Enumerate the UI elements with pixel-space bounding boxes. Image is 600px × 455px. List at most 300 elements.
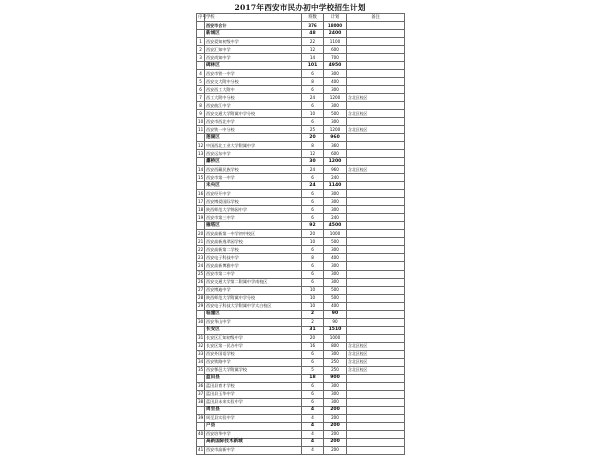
row-plan: 1140 [324,182,347,190]
row-plan: 700 [324,54,347,62]
row-classes: 101 [302,62,324,70]
table-row [197,118,405,126]
row-plan: 90 [324,318,347,326]
row-index: 22 [197,246,205,254]
row-note [347,30,405,38]
row-index: 20 [197,230,205,238]
row-plan: 300 [324,102,347,110]
row-school: 西安交通大学附属中学分校 [205,110,302,118]
row-index [197,182,205,190]
row-school: 长安区第一民办中学 [205,342,302,350]
row-classes: 10 [302,286,324,294]
table-row [197,246,405,254]
district-subtotal-row [197,62,405,70]
row-classes: 4 [302,422,324,430]
row-school: 临潼区 [205,310,302,318]
row-classes: 8 [302,254,324,262]
row-note [347,222,405,230]
row-school: 西安市第三中学 [205,214,302,222]
row-school: 蓝田县育才学校 [205,382,302,390]
row-note [347,446,405,454]
row-index: 24 [197,262,205,270]
row-plan: 300 [324,246,347,254]
table-row [197,262,405,270]
table-row [197,94,405,102]
row-classes: 24 [302,166,324,174]
row-school: 西安西藏民族学校 [205,166,302,174]
row-plan: 500 [324,110,347,118]
row-plan: 1510 [324,326,347,334]
row-school: 周至县 [205,406,302,414]
row-classes: 20 [302,334,324,342]
row-plan: 1100 [324,38,347,46]
row-note [347,318,405,326]
table-row [197,46,405,54]
row-index: 1 [197,38,205,46]
row-plan: 18000 [324,22,347,30]
table-row [197,142,405,150]
row-classes: 24 [302,182,324,190]
row-school: 西安高新逸翠园学校 [205,238,302,246]
district-subtotal-row [197,30,405,38]
row-classes: 20 [302,230,324,238]
row-classes: 6 [302,198,324,206]
row-school: 西安尚知中学 [205,54,302,62]
header-classes: 班数 [302,14,324,22]
table-row [197,190,405,198]
header-school: 学校 [205,14,302,22]
row-classes: 6 [302,390,324,398]
row-note [347,382,405,390]
row-plan: 360 [324,142,347,150]
row-note [347,246,405,254]
row-index: 41 [197,446,205,454]
row-note [347,310,405,318]
row-classes: 6 [302,118,324,126]
row-plan: 300 [324,390,347,398]
table-row [197,358,405,366]
row-index: 10 [197,118,205,126]
row-index: 23 [197,254,205,262]
row-classes: 6 [302,214,324,222]
row-note [347,278,405,286]
row-index: 12 [197,142,205,150]
row-plan: 900 [324,374,347,382]
row-note [347,142,405,150]
row-note: 含北区校区 [347,126,405,134]
row-school: 西安交大附中分校 [205,78,302,86]
district-subtotal-row [197,422,405,430]
row-school: 西安高新博雅中学 [205,262,302,270]
row-index: 30 [197,318,205,326]
row-note [347,422,405,430]
row-classes: 4 [302,438,324,446]
row-school: 西安交通大学第二附属中学南校区 [205,278,302,286]
row-index [197,30,205,38]
row-index: 25 [197,270,205,278]
row-note [347,254,405,262]
row-plan: 240 [324,174,347,182]
row-classes: 8 [302,142,324,150]
table-row [197,382,405,390]
table-row [197,238,405,246]
row-plan: 960 [324,166,347,174]
row-classes: 10 [302,302,324,310]
row-classes: 48 [302,30,324,38]
row-classes: 6 [302,70,324,78]
row-index: 33 [197,350,205,358]
row-classes: 31 [302,326,324,334]
table-row [197,278,405,286]
table-row [197,174,405,182]
row-plan: 300 [324,350,347,358]
row-index [197,406,205,414]
table-row [197,350,405,358]
row-plan: 200 [324,406,347,414]
row-index [197,326,205,334]
table-row [197,166,405,174]
row-plan: 250 [324,366,347,374]
row-plan: 300 [324,278,347,286]
row-school: 西安电子科技大学附属中学太白校区 [205,302,302,310]
row-school: 新城区 [205,30,302,38]
row-plan: 1000 [324,230,347,238]
row-note [347,230,405,238]
row-note [347,406,405,414]
row-plan: 300 [324,398,347,406]
row-note: 含北区校区 [347,366,405,374]
row-index: 6 [197,86,205,94]
table-row [197,86,405,94]
row-classes: 16 [302,342,324,350]
row-note [347,238,405,246]
row-plan: 600 [324,150,347,158]
row-plan: 1200 [324,158,347,166]
row-plan: 600 [324,46,347,54]
row-school: 未央区 [205,182,302,190]
row-school: 西安曲江中学 [205,102,302,110]
row-plan: 400 [324,78,347,86]
row-classes: 22 [302,38,324,46]
row-classes: 6 [302,382,324,390]
row-plan: 200 [324,446,347,454]
table-row [197,318,405,326]
row-note [347,86,405,94]
row-note [347,182,405,190]
row-school: 西安高新第二学校 [205,246,302,254]
table-row [197,302,405,310]
row-school: 西安经开中学 [205,190,302,198]
row-school: 高新国际技术新城 [205,438,302,446]
row-school: 中国西北工业大学附属中学 [205,142,302,150]
row-index: 9 [197,110,205,118]
district-subtotal-row [197,134,405,142]
row-plan: 200 [324,422,347,430]
row-school: 莲湖区 [205,134,302,142]
row-classes: 20 [302,134,324,142]
table-row [197,270,405,278]
row-index: 8 [197,102,205,110]
row-school: 西安西工大附中 [205,86,302,94]
row-school: 西安博爱国际学校 [205,198,302,206]
row-school: 灞桥区 [205,158,302,166]
row-school: 陕西师范大学锦园中学 [205,206,302,214]
row-index [197,422,205,430]
row-plan: 800 [324,342,347,350]
row-school: 西安市铁一中学 [205,70,302,78]
district-subtotal-row [197,326,405,334]
enrollment-plan-table [196,13,405,455]
row-index: 29 [197,302,205,310]
header-plan: 计划 [324,14,347,22]
row-classes: 6 [302,358,324,366]
district-subtotal-row [197,222,405,230]
row-note [347,174,405,182]
row-school: 西工大附中分校 [205,94,302,102]
row-school: 长安区汇知初级中学 [205,334,302,342]
row-note [347,190,405,198]
row-school: 西安市合计 [205,22,302,30]
row-school: 雁塔区 [205,222,302,230]
row-school: 蓝田县玉华中学 [205,390,302,398]
table-row [197,126,405,134]
row-classes: 6 [302,174,324,182]
table-row [197,286,405,294]
table-row [197,70,405,78]
district-subtotal-row [197,158,405,166]
row-index [197,22,205,30]
table-row [197,366,405,374]
row-index: 27 [197,286,205,294]
row-classes: 30 [302,158,324,166]
row-classes: 6 [302,190,324,198]
row-note [347,134,405,142]
row-note [347,22,405,30]
row-note [347,206,405,214]
table-row [197,446,405,454]
row-classes: 18 [302,374,324,382]
row-note [347,414,405,422]
table-row [197,342,405,350]
row-school: 西安远东中学 [205,150,302,158]
row-classes: 6 [302,398,324,406]
row-note [347,270,405,278]
row-note: 含北区校区 [347,350,405,358]
row-note [347,286,405,294]
row-note: 含北区校区 [347,166,405,174]
row-school: 西安华山中学 [205,318,302,326]
row-classes: 4 [302,414,324,422]
row-plan: 300 [324,382,347,390]
row-index: 16 [197,190,205,198]
row-note [347,118,405,126]
row-classes: 25 [302,126,324,134]
row-classes: 10 [302,238,324,246]
row-index [197,438,205,446]
row-classes: 24 [302,94,324,102]
row-school: 碑林区 [205,62,302,70]
row-index: 40 [197,430,205,438]
row-school: 西安爱知初级中学 [205,38,302,46]
row-note: 含北区校区 [347,110,405,118]
row-index: 3 [197,54,205,62]
row-index: 32 [197,342,205,350]
table-row [197,110,405,118]
row-note [347,158,405,166]
row-note [347,398,405,406]
row-index: 4 [197,70,205,78]
row-plan: 200 [324,430,347,438]
row-note [347,46,405,54]
row-classes: 10 [302,294,324,302]
document-title: 2017年西安市民办初中学校招生计划 [234,3,366,12]
row-school: 户县 [205,422,302,430]
row-note [347,54,405,62]
row-index [197,134,205,142]
row-classes: 6 [302,86,324,94]
table-row [197,198,405,206]
row-plan: 240 [324,214,347,222]
row-plan: 300 [324,198,347,206]
row-classes: 6 [302,278,324,286]
row-plan: 250 [324,358,347,366]
row-note: 含北区校区 [347,94,405,102]
row-classes: 376 [302,22,324,30]
row-index: 2 [197,46,205,54]
row-plan: 500 [324,238,347,246]
row-classes: 12 [302,150,324,158]
row-index: 7 [197,94,205,102]
row-classes: 5 [302,366,324,374]
row-school: 蓝田县未来实验中学 [205,398,302,406]
row-classes: 4 [302,430,324,438]
row-classes: 8 [302,78,324,86]
row-school: 长安区 [205,326,302,334]
row-classes: 4 [302,406,324,414]
row-index: 31 [197,334,205,342]
row-school: 西安鄠邑大学附属学校 [205,366,302,374]
row-note [347,62,405,70]
row-plan: 400 [324,254,347,262]
row-index: 34 [197,358,205,366]
row-note [347,38,405,46]
table-row [197,206,405,214]
header-note: 备注 [347,14,405,22]
row-index: 13 [197,150,205,158]
row-index: 21 [197,238,205,246]
row-plan: 500 [324,294,347,302]
row-school: 陕西师范大学附属中学分校 [205,294,302,302]
district-subtotal-row [197,438,405,446]
row-plan: 200 [324,414,347,422]
row-note [347,438,405,446]
row-index: 28 [197,294,205,302]
row-note [347,334,405,342]
row-plan: 300 [324,86,347,94]
row-classes: 6 [302,246,324,254]
table-row [197,54,405,62]
row-plan: 300 [324,270,347,278]
table-row [197,102,405,110]
row-note [347,150,405,158]
row-plan: 500 [324,286,347,294]
row-plan: 1200 [324,94,347,102]
row-note [347,302,405,310]
row-plan: 90 [324,310,347,318]
row-school: 西安汇知中学 [205,46,302,54]
row-note [347,214,405,222]
row-plan: 4500 [324,222,347,230]
row-plan: 2400 [324,30,347,38]
row-classes: 6 [302,262,324,270]
row-school: 西安市高新中学 [205,446,302,454]
table-row [197,414,405,422]
row-classes: 6 [302,206,324,214]
row-plan: 1200 [324,126,347,134]
document-page [196,4,404,455]
row-index: 14 [197,166,205,174]
row-note [347,294,405,302]
row-school: 西安铁路中学 [205,358,302,366]
row-plan: 300 [324,206,347,214]
row-classes: 6 [302,350,324,358]
district-subtotal-row [197,310,405,318]
table-row [197,294,405,302]
row-school: 西安高新第一中学初中校区 [205,230,302,238]
row-school: 西安市第一中学 [205,174,302,182]
row-note [347,390,405,398]
row-classes: 10 [302,110,324,118]
row-index [197,158,205,166]
row-plan: 200 [324,438,347,446]
row-school: 西安博迪中学 [205,286,302,294]
row-index: 5 [197,78,205,86]
row-plan: 400 [324,302,347,310]
row-classes: 14 [302,54,324,62]
row-note [347,102,405,110]
row-plan: 300 [324,190,347,198]
row-plan: 300 [324,262,347,270]
row-school: 西安培华中学 [205,430,302,438]
row-school: 西安市西北中学 [205,118,302,126]
row-classes: 4 [302,446,324,454]
table-header-row [197,14,405,22]
row-note [347,326,405,334]
row-index [197,310,205,318]
row-classes: 92 [302,222,324,230]
row-plan: 4950 [324,62,347,70]
row-school: 西安铁一中分校 [205,126,302,134]
row-index [197,374,205,382]
row-index: 38 [197,398,205,406]
row-note [347,70,405,78]
row-note [347,374,405,382]
table-row [197,214,405,222]
row-classes: 2 [302,310,324,318]
row-index [197,222,205,230]
row-note [347,430,405,438]
row-classes: 6 [302,270,324,278]
row-plan: 300 [324,70,347,78]
table-row [197,254,405,262]
row-school: 西安外国语学校 [205,350,302,358]
row-index: 39 [197,414,205,422]
row-index: 18 [197,206,205,214]
row-note [347,198,405,206]
row-plan: 300 [324,118,347,126]
row-school: 蓝田县 [205,374,302,382]
row-plan: 1000 [324,334,347,342]
